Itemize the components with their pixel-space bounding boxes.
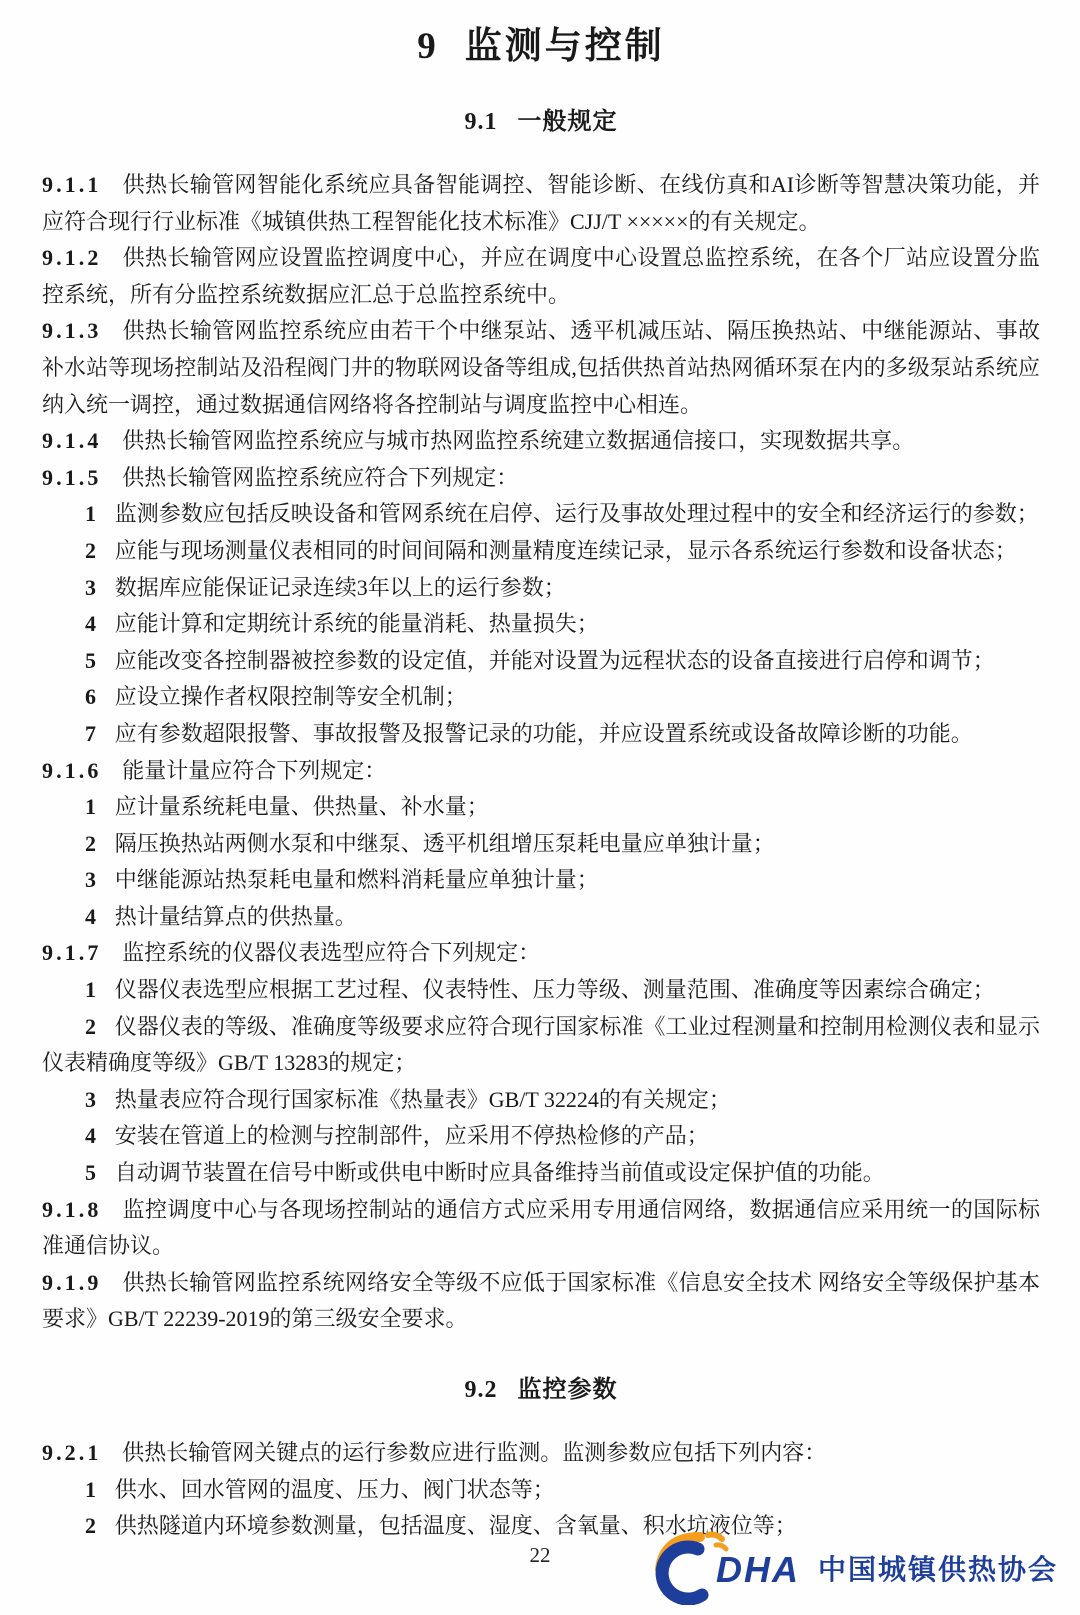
item-number: 3: [85, 867, 96, 893]
item-number: 2: [85, 830, 96, 856]
clause: [42, 313, 1040, 423]
item-text: 自动调节装置在信号中断或供电中断时应具备维持当前值或设定保护值的功能。: [114, 1160, 885, 1186]
item-text: 热量表应符合现行国家标准《热量表》GB/T 32224的有关规定；: [114, 1086, 731, 1112]
section-clauses-9-1: [42, 167, 1040, 1338]
section-heading-title: 监控参数: [517, 1377, 618, 1403]
item-text: 热计量结算点的供热量。: [114, 903, 357, 929]
clause-item: [42, 826, 1040, 863]
clause-number: 9.1.3: [42, 318, 102, 344]
item-number: 2: [85, 1513, 96, 1539]
item-number: 1: [85, 1476, 96, 1502]
item-number: 2: [85, 1013, 96, 1039]
clause-number: 9.1.7: [42, 940, 102, 966]
item-text: 应计量系统耗电量、供热量、补水量；: [114, 794, 489, 820]
clause-item: [42, 1082, 1040, 1119]
item-text: 安装在管道上的检测与控制部件，应采用不停热检修的产品；: [114, 1123, 709, 1149]
clause: [42, 460, 1040, 497]
item-number: 4: [85, 611, 96, 637]
clause-item: [42, 679, 1040, 716]
page-number: 22: [529, 1543, 551, 1567]
item-text: 供热隧道内环境参数测量，包括温度、湿度、含氧量、积水坑液位等；: [114, 1513, 797, 1539]
section-heading-title: 一般规定: [517, 109, 618, 135]
clause: [42, 935, 1040, 972]
item-number: 5: [85, 647, 96, 673]
clause-item: [42, 643, 1040, 680]
item-number: 3: [85, 1086, 96, 1112]
clause: [42, 1192, 1040, 1265]
clause: [42, 167, 1040, 240]
clause-number: 9.1.4: [42, 428, 102, 454]
section-heading-9-1: [42, 104, 1040, 140]
item-number: 7: [85, 720, 96, 746]
clause-item: [42, 789, 1040, 826]
clause-text: 供热长输管网应设置监控调度中心，并应在调度中心设置总监控系统，在各个厂站应设置分监控系统，所有分监控系统数据应汇总于总监控系统中。: [42, 245, 1040, 307]
org-logo: [646, 1523, 1058, 1603]
clause-number: 9.1.5: [42, 464, 102, 490]
clause-item: [42, 1472, 1040, 1509]
clause-text: 供热长输管网监控系统应与城市热网监控系统建立数据通信接口，实现数据共享。: [122, 428, 915, 454]
chapter-title: [42, 24, 1040, 70]
item-text: 应能改变各控制器被控参数的设定值，并能对设置为远程状态的设备直接进行启停和调节；: [114, 647, 995, 673]
item-text: 监测参数应包括反映设备和管网系统在启停、运行及事故处理过程中的安全和经济运行的参数；: [114, 501, 1039, 527]
clause: [42, 1435, 1040, 1472]
clause: [42, 1265, 1040, 1338]
clause-item: [42, 606, 1040, 643]
clause: [42, 753, 1040, 790]
item-number: 3: [85, 574, 96, 600]
item-number: 5: [85, 1160, 96, 1186]
item-text: 供水、回水管网的温度、压力、阀门状态等；: [114, 1476, 555, 1502]
section-heading-9-2: [42, 1372, 1040, 1408]
clause: [42, 423, 1040, 460]
section-heading-number: 9.2: [464, 1377, 498, 1403]
clause-item: [42, 1009, 1040, 1082]
item-number: 1: [85, 977, 96, 1003]
section-heading-number: 9.1: [464, 109, 498, 135]
item-text: 中继能源站热泵耗电量和燃料消耗量应单独计量；: [114, 867, 599, 893]
clause-text: 能量计量应符合下列规定：: [122, 757, 387, 783]
chapter-title-text: 监测与控制: [464, 26, 665, 67]
item-number: 2: [85, 537, 96, 563]
item-text: 隔压换热站两侧水泵和中继泵、透平机组增压泵耗电量应单独计量；: [114, 830, 775, 856]
item-text: 应有参数超限报警、事故报警及报警记录的功能，并应设置系统或设备故障诊断的功能。: [114, 720, 973, 746]
clause-item: [42, 972, 1040, 1009]
clause-item: [42, 570, 1040, 607]
item-text: 应能计算和定期统计系统的能量消耗、热量损失；: [114, 611, 599, 637]
clause-text: 监控系统的仪器仪表选型应符合下列规定：: [122, 940, 541, 966]
clause-text: 供热长输管网关键点的运行参数应进行监测。监测参数应包括下列内容：: [122, 1440, 827, 1465]
clause-text: 监控调度中心与各现场控制站的通信方式应采用专用通信网络，数据通信应采用统一的国际标准通信协议。: [42, 1196, 1040, 1259]
clause-text: 供热长输管网智能化系统应具备智能调控、智能诊断、在线仿真和AI诊断等智慧决策功能，并应符合现行行业标准《城镇供热工程智能化技术标准》CJJ/T ×××××的有关规定。: [42, 172, 1040, 234]
clause-number: 9.1.1: [42, 172, 102, 197]
clause-item: [42, 1118, 1040, 1155]
item-text: 数据库应能保证记录连续3年以上的运行参数；: [114, 574, 566, 600]
item-text: 仪器仪表选型应根据工艺过程、仪表特性、压力等级、测量范围、准确度等因素综合确定；: [114, 977, 995, 1003]
logo-acronym: DHA: [715, 1549, 800, 1590]
item-number: 1: [85, 794, 96, 820]
clause-number: 9.1.2: [42, 245, 102, 271]
clause-number: 9.1.8: [42, 1196, 102, 1222]
clause-text: 供热长输管网监控系统网络安全等级不应低于国家标准《信息安全技术 网络安全等级保护基本要求》GB/T 22239-2019的第三级安全要求。: [42, 1269, 1040, 1332]
logo-org-name: 中国城镇供热协会: [817, 1554, 1058, 1585]
item-text: 仪器仪表的等级、准确度等级要求应符合现行国家标准《工业过程测量和控制用检测仪表和显示仪表精确度等级》GB/T 13283的规定；: [42, 1013, 1040, 1076]
clause-item: [42, 716, 1040, 753]
item-number: 6: [85, 684, 96, 710]
clause: [42, 240, 1040, 313]
item-text: 应能与现场测量仪表相同的时间间隔和测量精度连续记录，显示各系统运行参数和设备状态；: [114, 537, 1017, 563]
clause-item: [42, 533, 1040, 570]
chapter-number: 9: [417, 26, 439, 67]
clause-item: [42, 1155, 1040, 1192]
clause-number: 9.1.9: [42, 1269, 102, 1295]
item-number: 4: [85, 1123, 96, 1149]
clause-number: 9.1.6: [42, 757, 102, 783]
item-text: 应设立操作者权限控制等安全机制；: [114, 684, 467, 710]
clause-text: 供热长输管网监控系统应符合下列规定：: [122, 464, 519, 490]
section-9-2: [42, 1372, 1040, 1545]
clause-item: [42, 862, 1040, 899]
clause-item: [42, 496, 1040, 533]
clause-text: 供热长输管网监控系统应由若干个中继泵站、透平机减压站、隔压换热站、中继能源站、事故补水站等现场控制站及沿程阀门井的物联网设备等组成,包括供热首站热网循环泵在内的多级泵站系统应纳入统一调控，通过数据通信网络将各控制站与调度监控中心相连。: [42, 318, 1040, 417]
clause-item: [42, 899, 1040, 936]
item-number: 4: [85, 903, 96, 929]
section-9-1: [42, 104, 1040, 1338]
item-number: 1: [85, 501, 96, 527]
clause-number: 9.2.1: [42, 1440, 102, 1465]
